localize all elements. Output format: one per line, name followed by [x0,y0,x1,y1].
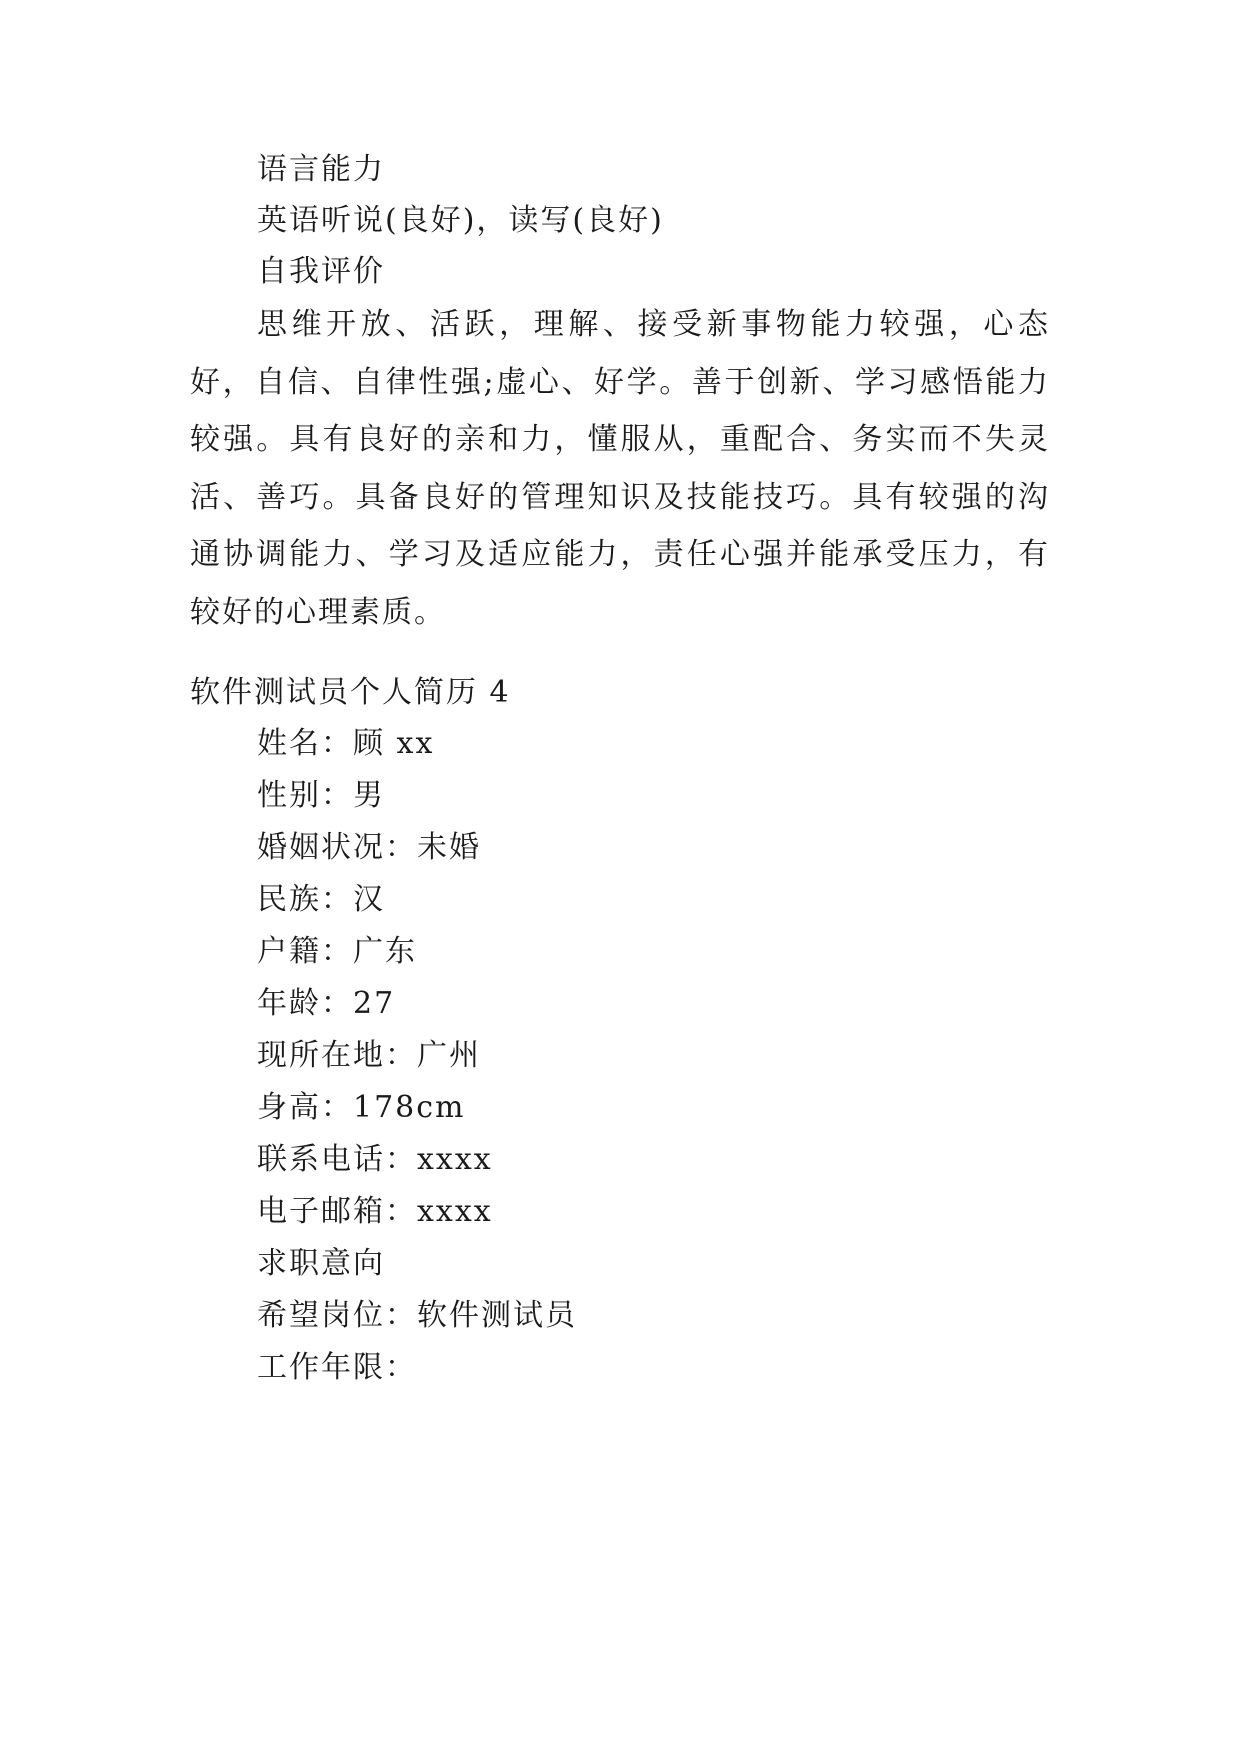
field-height: 身高：178cm [257,1090,466,1125]
language-ability-heading: 语言能力 [257,152,385,187]
field-ethnicity: 民族：汉 [257,882,385,917]
resume-title: 软件测试员个人简历 4 [190,675,511,710]
field-desired-position: 希望岗位：软件测试员 [257,1298,577,1333]
field-name: 姓名：顾 xx [257,726,435,761]
field-gender: 性别：男 [257,778,385,813]
field-phone: 联系电话：xxxx [257,1142,493,1177]
job-intention-heading: 求职意向 [257,1246,385,1281]
field-household-registration: 户籍：广东 [257,934,417,969]
language-ability-detail: 英语听说(良好)，读写(良好) [257,203,664,238]
field-email: 电子邮箱：xxxx [257,1194,493,1229]
field-work-years: 工作年限： [257,1350,417,1385]
self-evaluation-paragraph: 思维开放、活跃，理解、接受新事物能力较强，心态好，自信、自律性强;虚心、好学。善于创新、学习感悟能力较强。具有良好的亲和力，懂服从，重配合、务实而不失灵活、善巧。具备良好的管理知识及技能技巧。具有较强的沟通协调能力、学习及适应能力，责任心强并能承受压力，有较好的心理素质。 [190,307,1050,630]
field-marital-status: 婚姻状况：未婚 [257,830,481,865]
field-age: 年龄：27 [257,986,396,1021]
self-evaluation-heading: 自我评价 [257,254,385,289]
field-current-location: 现所在地：广州 [257,1038,481,1073]
